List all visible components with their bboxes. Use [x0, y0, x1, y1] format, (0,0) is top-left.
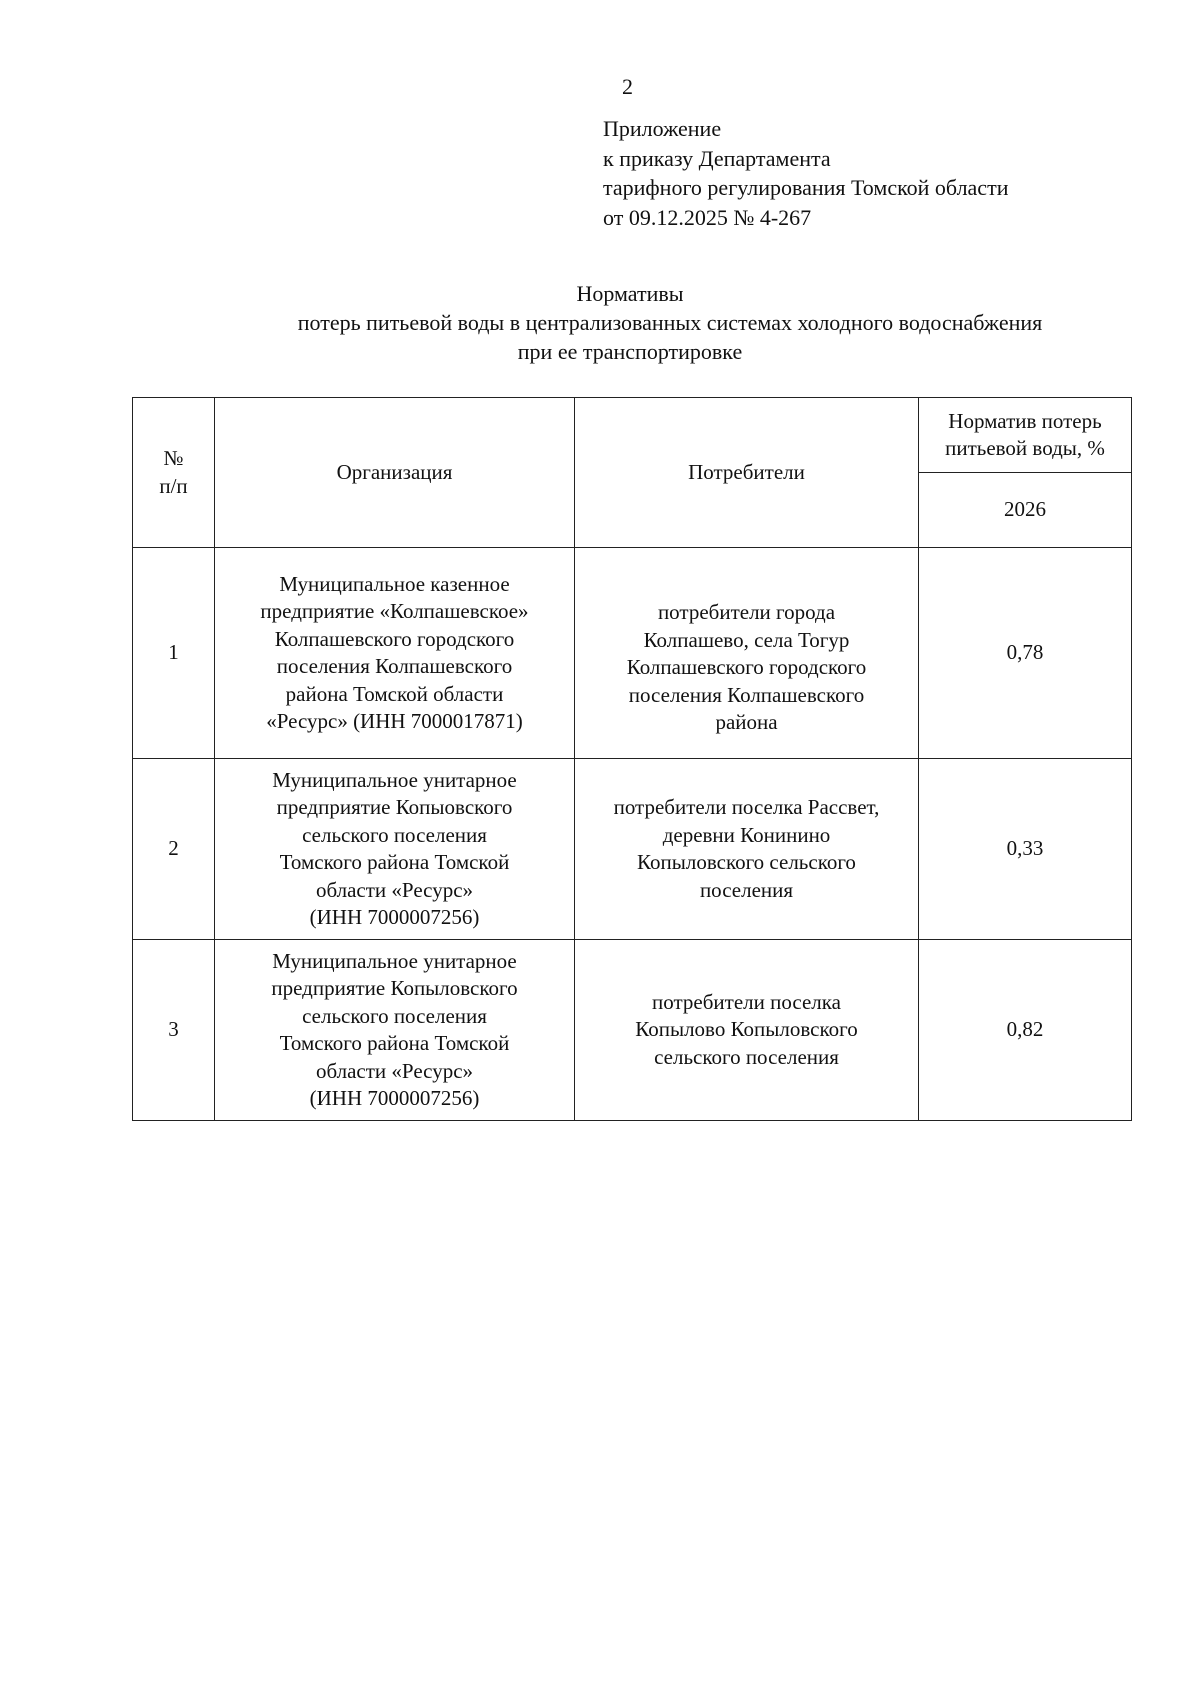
row-num: 3: [133, 940, 215, 1121]
page-number: 2: [622, 74, 633, 99]
row-consumers: потребители города Колпашево, села Тогур Колпашевского городского поселения Колпашевского района: [575, 548, 919, 759]
header-organization: Организация: [215, 398, 575, 548]
document-title: [130, 279, 1130, 366]
table-row: [133, 940, 1132, 1121]
title-line: при ее транспортировке: [517, 339, 743, 364]
header-num: № п/п: [133, 398, 215, 548]
header-year: 2026: [919, 473, 1132, 548]
row-num: 2: [133, 759, 215, 940]
appendix-line: тарифного регулирования Томской области: [603, 175, 1009, 200]
header-norm: Норматив потерь питьевой воды, %: [919, 398, 1132, 473]
appendix-line: Приложение: [603, 116, 722, 141]
title-line: потерь питьевой воды в централизованных системах холодного водоснабжения: [297, 310, 1043, 335]
norms-table: [132, 397, 1132, 1121]
appendix-line: от 09.12.2025 № 4-267: [603, 204, 812, 230]
row-num: 1: [133, 548, 215, 759]
appendix-line: к приказу Департамента: [603, 145, 831, 171]
row-organization: Муниципальное унитарное предприятие Копыловского сельского поселения Томского района Томской области «Ресурс» (ИНН 7000007256): [215, 940, 575, 1121]
table-row: [133, 548, 1132, 759]
row-value: 0,82: [919, 940, 1132, 1121]
row-organization: Муниципальное унитарное предприятие Копыовского сельского поселения Томского района Томской области «Ресурс» (ИНН 7000007256): [215, 759, 575, 940]
row-value: 0,78: [919, 548, 1132, 759]
row-consumers: потребители поселка Рассвет, деревни Конинино Копыловского сельского поселения: [575, 759, 919, 940]
appendix-header: [603, 114, 1008, 232]
table-row: [133, 759, 1132, 940]
title-line: Нормативы: [576, 281, 684, 306]
header-consumers: Потребители: [575, 398, 919, 548]
row-consumers: потребители поселка Копылово Копыловского сельского поселения: [575, 940, 919, 1121]
table-header-row: [133, 398, 1132, 473]
row-organization: Муниципальное казенное предприятие «Колпашевское» Колпашевского городского поселения Колпашевского района Томской области «Ресурс» (ИНН 7000017871): [215, 548, 575, 759]
row-value: 0,33: [919, 759, 1132, 940]
